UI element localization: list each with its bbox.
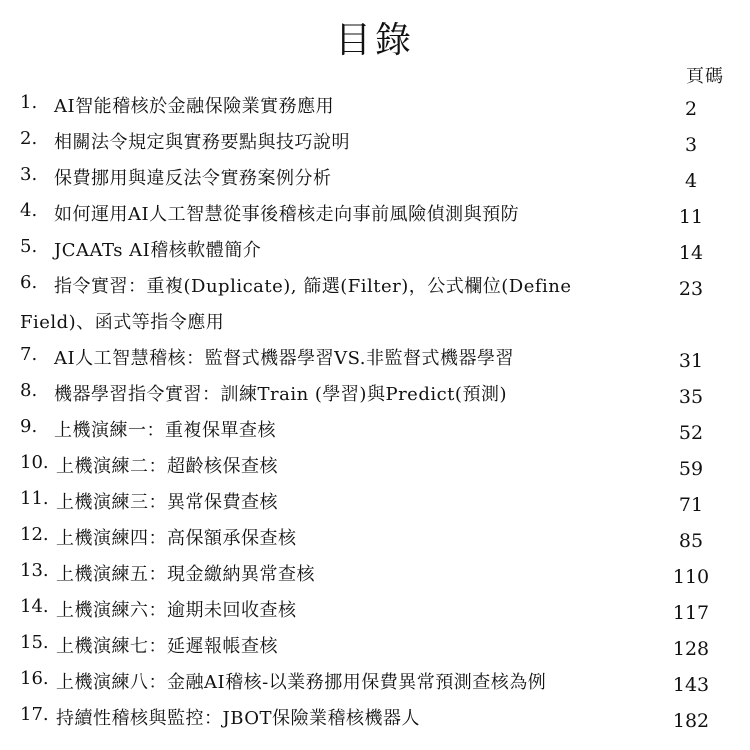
entry-title: AI人工智慧稽核：監督式機器學習VS.非監督式機器學習 bbox=[54, 348, 515, 369]
entry-page: 85 bbox=[678, 530, 704, 552]
entry-title: JCAATs AI稽核軟體簡介 bbox=[54, 240, 262, 261]
table-of-contents bbox=[20, 90, 730, 738]
entry-title: 指令實習：重複(Duplicate), 篩選(Filter)，公式欄位(Define bbox=[54, 276, 572, 297]
entry-page: 35 bbox=[678, 386, 704, 408]
entry-title: 上機演練八：金融AI稽核-以業務挪用保費異常預測查核為例 bbox=[56, 672, 547, 693]
toc-entry bbox=[20, 558, 730, 594]
toc-entry bbox=[20, 486, 730, 522]
toc-entry bbox=[20, 414, 730, 450]
toc-entry bbox=[20, 270, 730, 342]
entry-number: 3. bbox=[20, 164, 38, 185]
toc-entry bbox=[20, 198, 730, 234]
toc-entry bbox=[20, 450, 730, 486]
entry-title: 機器學習指令實習：訓練Train (學習)與Predict(預測) bbox=[54, 384, 507, 405]
toc-entry bbox=[20, 90, 730, 126]
entry-title: AI智能稽核於金融保險業實務應用 bbox=[54, 96, 335, 117]
toc-entry bbox=[20, 126, 730, 162]
entry-number: 12. bbox=[20, 524, 49, 545]
entry-title: 上機演練六：逾期未回收查核 bbox=[56, 600, 297, 621]
toc-entry bbox=[20, 342, 730, 378]
entry-page: 59 bbox=[678, 458, 704, 480]
entry-page: 143 bbox=[672, 674, 710, 696]
entry-number: 4. bbox=[20, 200, 38, 221]
entry-title: 保費挪用與違反法令實務案例分析 bbox=[54, 168, 332, 189]
toc-entry bbox=[20, 594, 730, 630]
entry-number: 10. bbox=[20, 452, 49, 473]
toc-entry bbox=[20, 162, 730, 198]
entry-title: 如何運用AI人工智慧從事後稽核走向事前風險偵測與預防 bbox=[54, 204, 520, 225]
entry-page: 4 bbox=[684, 170, 698, 192]
toc-entry bbox=[20, 378, 730, 414]
page-number-header: 頁碼 bbox=[686, 66, 724, 87]
entry-title: 上機演練三：異常保費查核 bbox=[56, 492, 278, 513]
entry-number: 8. bbox=[20, 380, 38, 401]
entry-page: 11 bbox=[678, 206, 704, 228]
entry-page: 23 bbox=[678, 278, 704, 300]
entry-page: 128 bbox=[672, 638, 710, 660]
entry-number: 11. bbox=[20, 488, 49, 509]
entry-title: 上機演練一：重複保單查核 bbox=[54, 420, 276, 441]
entry-number: 7. bbox=[20, 344, 38, 365]
toc-entry bbox=[20, 630, 730, 666]
entry-number: 16. bbox=[20, 668, 49, 689]
entry-title: 相關法令規定與實務要點與技巧說明 bbox=[54, 132, 350, 153]
entry-title: 持續性稽核與監控：JBOT保險業稽核機器人 bbox=[56, 708, 421, 729]
entry-number: 15. bbox=[20, 632, 49, 653]
entry-page: 31 bbox=[678, 350, 704, 372]
entry-title: 上機演練四：高保額承保查核 bbox=[56, 528, 297, 549]
page-title: 目錄 bbox=[334, 20, 415, 61]
entry-title-continued: Field)、函式等指令應用 bbox=[20, 312, 225, 333]
entry-page: 182 bbox=[672, 710, 710, 732]
entry-number: 5. bbox=[20, 236, 38, 257]
entry-title: 上機演練五：現金繳納異常查核 bbox=[56, 564, 315, 585]
toc-entry bbox=[20, 666, 730, 702]
entry-page: 52 bbox=[678, 422, 704, 444]
entry-title: 上機演練二：超齡核保查核 bbox=[56, 456, 278, 477]
toc-entry bbox=[20, 234, 730, 270]
entry-page: 110 bbox=[672, 566, 710, 588]
entry-number: 13. bbox=[20, 560, 49, 581]
entry-number: 6. bbox=[20, 272, 38, 293]
entry-page: 117 bbox=[672, 602, 710, 624]
toc-entry bbox=[20, 702, 730, 738]
entry-page: 71 bbox=[678, 494, 704, 516]
entry-number: 2. bbox=[20, 128, 38, 149]
entry-number: 14. bbox=[20, 596, 49, 617]
entry-number: 1. bbox=[20, 92, 38, 113]
entry-number: 17. bbox=[20, 704, 49, 725]
toc-entry bbox=[20, 522, 730, 558]
entry-page: 3 bbox=[684, 134, 698, 156]
entry-number: 9. bbox=[20, 416, 38, 437]
entry-title: 上機演練七：延遲報帳查核 bbox=[56, 636, 278, 657]
entry-page: 14 bbox=[678, 242, 704, 264]
entry-page: 2 bbox=[684, 98, 698, 120]
